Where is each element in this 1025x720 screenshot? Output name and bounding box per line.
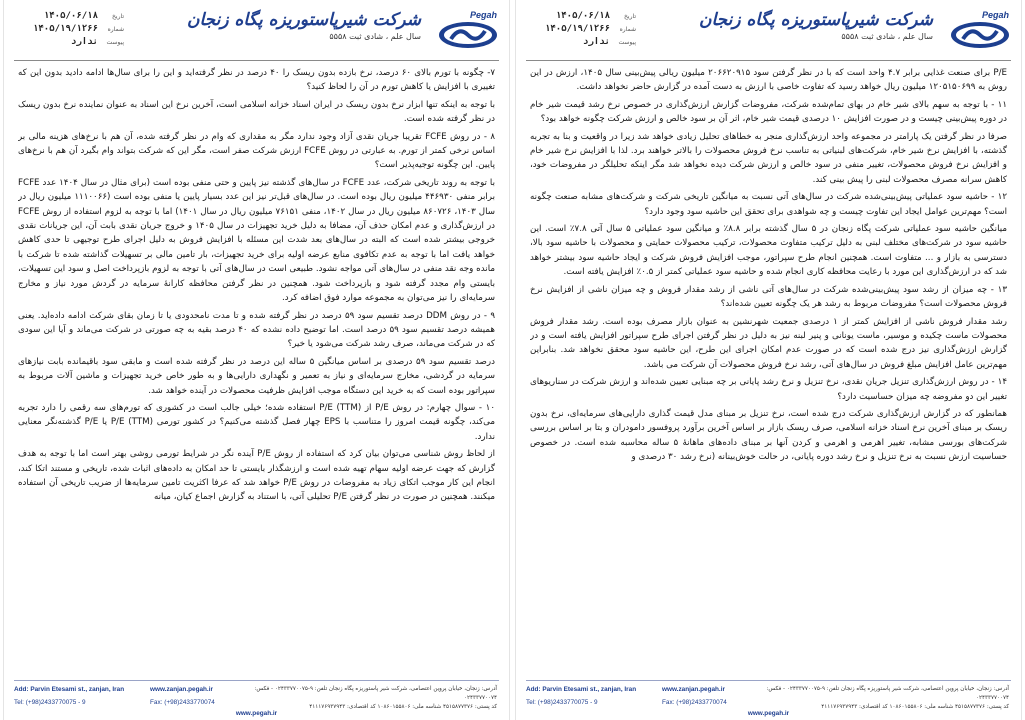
paragraph: ۱۰ - سوال چهارم: در روش P/E از P/E (TTM) استفاده شده؛ خیلی جالب است در کشوری که تورم‌های سه رقمی را دارد تجربه می‌کند، چگونه قیمت امروز را متناسب با EPS چهار فصل گذشته می‌کنیم؟ در کشور تورمی P/E (TTM) یا P/E گذشته‌نگر معنایی ندارد.: [18, 402, 495, 442]
paragraph: با توجه به اینکه تنها ابزار نرخ بدون ریسک در ایران اسناد خزانه اسلامی است، آخرین نرخ این اسناد به عنوان نماینده نرخ بدون ریسک در نظر گرفته شده است.: [18, 99, 495, 125]
letter-footer: [516, 680, 1021, 720]
letter-date: ۱۴۰۵/۰۶/۱۸: [43, 11, 98, 21]
letter-meta: [526, 10, 636, 49]
letterhead: [526, 6, 1011, 60]
paragraph: ۱۱ - با توجه به سهم بالای شیر خام در بهای تمام‌شده شرکت، مفروضات گزارش ارزش‌گذاری در خصوص نرخ رشد قیمت شیر خام در دوره پیش‌بینی چیست و در صورت افزایش ۱۰ درصدی قیمت شیر خام، اثر آن بر سود خالص و ارزش شرکت چگونه خواهد بود؟: [530, 99, 1007, 125]
paragraph: ۹ - در روش DDM درصد تقسیم سود ۵۹ درصد در نظر گرفته شده و تا مدت نامحدودی یا تا زمان بقای شرکت ادامه داده‌اید. یعنی همیشه درصد تقسیم سود ۵۹ درصد است. اما توضیح داده نشده که ۴۰ درصد بقیه به چه صورتی در شرکت می‌ماند و آیا این سودی که در شرکت می‌ماند، صرف رشد شرکت می‌شود یا خیر؟: [18, 310, 495, 350]
paragraph: میانگین حاشیه سود عملیاتی شرکت پگاه زنجان در ۵ سال گذشته برابر ۸.۸٪ و میانگین سود عملیاتی ۵ سال آتی ۷.۸٪ است. این حاشیه سود در شرکت‌های مختلف لبنی به دلیل ترکیب متفاوت محصولات، ترکیب محصولات حمایتی و محصولات با حاشیه سود بالا، دسترسی به بازار و ... متفاوت است. همچنین انجام طرح سپراتور، موجب افزایش فروش شرکت و ایجاد حاشیه سود بیشتر خواهد شد که در ارزش‌گذاری این مورد با رعایت محافظه کاری انجام شده و حاشیه سود عملیاتی کمتر از ۰.۵٪ افزایش یافته است.: [530, 224, 1007, 278]
document-page-right: [516, 0, 1021, 720]
footer-tel-en: Tel: (+98)2433770075 - 9: [526, 699, 598, 706]
footer-divider: [14, 680, 499, 681]
footer-address-line: آدرس: زنجان، خیابان پروین اعتصامی، شرکت شیر پاستوریزه پگاه زنجان تلفن: ۹-۰۲۴۳۳۷۷۰۰۷۵ - فکس: ۰۲۴۳۳۷۷۰۰۷۴: [254, 686, 497, 701]
footer-fax-en: Fax: (+98)2433770074: [662, 699, 727, 706]
footer-tel-en: Tel: (+98)2433770075 - 9: [14, 699, 86, 706]
footer-address-en: Add: Parvin Etesami st., zanjan, Iran: [14, 686, 125, 693]
paragraph: با توجه به روند تاریخی شرکت، عدد FCFE در سال‌های گذشته نیز پایین و حتی منفی بوده است (برای مثال در سال ۱۴۰۴ عدد FCFE برابر منفی ۴۴۶۹۳۰ میلیون ریال بوده است. در سال‌های قبل‌تر نیز این عدد بسیار پایین یا منفی بوده است (۱۱۱۰۰۶۶ میلیون ریال در سال ۱۴۰۳، ۸۶۰۷۲۶ میلیون ریال در سال ۱۴۰۲، منفی ۷۶۱۵۱ میلیون ریال در سال ۱۴۰۱) اما با توجه به لزوم استفاده از روش FCFE در ارزش‌گذاری و عدم امکان حذف آن، مضافا به دلیل خرید تجهیزات در سال ۱۴۰۵ و خروج جریان نقدی بابت آن، این جریانات نقدی خروجی بیشتر شده است که البته در سال‌های بعد شدت این مسئله با افزایش فروش به دلیل اجرای طرح توجیهی تا حدی کاهش خواهد یافت اما با توجه به عدم تکافوی منابع عرضه اولیه برای خرید تجهیزات، بار تامین مالی بر تسهیلات گذاشته شده تا شرکت با مانده وجه نقد منفی در سال‌های آتی مواجه نشود. طبیعی است در سال‌های آتی با توجه به لزوم بازپرداخت اصل و سود این تسهیلات، بایستی وام مجدد گرفته شود و بازپرداخت شود. همچنین در نظر گرفتن محافظه کارانهٔ سرمایه در گردش مورد نیاز و مخارج سرمایه‌ای را نیز می‌توان به مجموعه موارد فوق اضافه کرد.: [18, 177, 495, 304]
letter-attachment: ندارد: [70, 37, 98, 47]
number-label: شماره: [107, 26, 124, 33]
paragraph: همانطور که در گزارش ارزش‌گذاری شرکت درج شده است، نرخ تنزیل بر مبنای مدل قیمت گذاری دارایی‌های سرمایه‌ای، نرخ بدون ریسک بر مبنای آخرین نرخ اسناد خزانه اسلامی، صرف ریسک بازار بر اساس آخرین برآورد پروفسور دامودران و بتا بر اساس بررسی شرکت‌های بورسی مشابه، تغییر اهرمی و اهرمی و کردن آنها بر مبنای داده‌های ماهانهٔ ۵ ساله محاسبه شده است. در خصوص حساسیت ارزش نسبت به نرخ تنزیل و نرخ رشد دوره پایانی، در حالت خوش‌بینانه (نرخ رشد ۳۰ درصدی و: [530, 408, 1007, 463]
paragraph: ۱۴ - در روش ارزش‌گذاری تنزیل جریان نقدی، نرخ تنزیل و نرخ رشد پایانی بر چه مبنایی تعیین شده‌اند و ارزش شرکت در سناریوهای تغییر این دو مفروضه چه میزان حساسیت دارد؟: [530, 377, 1007, 402]
paragraph: صرفا در نظر گرفتن یک پارامتر در مجموعه واحد ارزش‌گذاری منجر به خطاهای تحلیل زیادی خواهد شد زیرا در واقعیت و بنا به تجربه گذشته، با افزایش نرخ شیر خام، شرکت‌های لبنیاتی به تناسب نرخ فروش محصولات را بالاتر خواهند برد. لذا با افزایش نرخ شیر خام و افزایش نرخ فروش محصولات، تغییر منفی در سود خالص و ارزش شرکت دیده نخواهد شد مگر اینکه تحلیلگر در مفروضات خود، کاهش سرانه مصرف محصولات لبنی را پیش بینی کند.: [530, 131, 1007, 185]
letter-number: ۱۴۰۵/۱۹/۱۲۶۶: [544, 24, 610, 34]
paragraph: ۷- چگونه با تورم بالای ۶۰ درصد، نرخ بازده بدون ریسک را ۴۰ درصد در نظر گرفته‌اید و این را برای سال‌ها ادامه دادید بدون این که تغییری با افزایش یا کاهش تورم در آن را لحاظ کنید؟: [18, 68, 495, 93]
logo-wordmark: Pegah: [981, 10, 1009, 20]
header-divider: [14, 60, 499, 61]
footer-register-line: کد پستی: ۴۵۱۵۸۷۷۳۷۶ شناسه ملی: ۱۰۸۶۰۱۵۵۸۰۶ کد اقتصادی: ۴۱۱۱۷۶۹۳۷۹۴۳: [821, 704, 1009, 710]
footer-address-fa: [744, 685, 1009, 712]
company-name: شرکت شیرپاستوریزه پگاه زنجان: [699, 10, 933, 30]
letter-attachment: ندارد: [582, 37, 610, 47]
footer-fax-en: Fax: (+98)2433770074: [150, 699, 215, 706]
paragraph: P/E برای صنعت غذایی برابر ۴.۷ واحد است که با در نظر گرفتن سود ۲۰۶۶۲۰۹۱۵ میلیون ریالی پیش‌بینی سال ۱۴۰۵، ارزش در این روش به ۱۲۰۵۱۵۰۶۹۹ میلیون ریال خواهد رسید که تفاوت خاصی با ارزش به دست آمده در گزارش حاضر نخواهد داشت.: [530, 68, 1007, 93]
paragraph: درصد تقسیم سود ۵۹ درصدی بر اساس میانگین ۵ ساله این درصد در نظر گرفته شده است و مابقی سود باقیمانده بابت نیازهای سرمایه در گردشی، مخارج سرمایه‌ای و نیاز به تعمیر و نگهداری دارایی‌ها و به طور خاص خرید تجهیزات و ماشین آلات مربوط به سپراتور بوده است که به خرید این دستگاه موجب افزایش ظرفیت محصولات در آینده خواهد شد.: [18, 356, 495, 396]
pegah-logo-icon: [437, 20, 499, 50]
company-slogan: سال علم ، شادی ثبت ۵۵۵۸: [841, 32, 933, 41]
footer-web-en: www.zanjan.pegah.ir: [662, 686, 725, 693]
number-label: شماره: [619, 26, 636, 33]
attachment-label: پیوست: [106, 39, 124, 46]
footer-address-line: آدرس: زنجان، خیابان پروین اعتصامی، شرکت شیر پاستوریزه پگاه زنجان تلفن: ۹-۰۲۴۳۳۷۷۰۰۷۵ - فکس: ۰۲۴۳۳۷۷۰۰۷۴: [766, 686, 1009, 701]
pegah-logo-icon: [949, 20, 1011, 50]
letter-number: ۱۴۰۵/۱۹/۱۲۶۶: [32, 24, 98, 34]
letter-meta: [14, 10, 124, 49]
paragraph: ۱۲ - حاشیه سود عملیاتی پیش‌بینی‌شده شرکت در سال‌های آتی نسبت به میانگین تاریخی شرکت و شرکت‌های مشابه صنعت چگونه است؟ مهم‌ترین عوامل ایجاد این تفاوت چیست و چه شواهدی برای تحقق این حاشیه سود وجود دارد؟: [530, 192, 1007, 217]
pegah-logo: [947, 10, 1011, 52]
date-label: تاریخ: [624, 13, 636, 20]
footer-website: www.pegah.ir: [235, 710, 278, 717]
logo-wordmark: Pegah: [469, 10, 497, 20]
document-page-left: [4, 0, 509, 720]
paragraph: رشد مقدار فروش ناشی از افزایش کمتر از ۱ درصدی جمعیت شهرنشین به عنوان بازار مصرف بوده است. رشد مقدار فروش محصولات ماست چکیده و موسیر، ماست یونانی و پنیر لبنه نیز به دلیل در نظر گرفتن اجرای طرح سپراتور افزایش یافته است و در گزارش ارزش‌گذاری نیز درج شده است که در صورت عدم امکان اجرای این طرح، این حاشیه سود محقق نخواهد شد. بنابراین مهم‌ترین عامل افزایش مبلغ فروش در سال‌های آتی، رشد نرخ فروش محصولات آن شرکت می باشد.: [530, 316, 1007, 370]
date-label: تاریخ: [112, 13, 124, 20]
pegah-logo: [435, 10, 499, 52]
company-name: شرکت شیرپاستوریزه پگاه زنجان: [187, 10, 421, 30]
page-body: [18, 66, 495, 678]
header-divider: [526, 60, 1011, 61]
footer-website: www.pegah.ir: [747, 710, 790, 717]
company-slogan: سال علم ، شادی ثبت ۵۵۵۸: [329, 32, 421, 41]
letterhead: [14, 6, 499, 60]
letter-date: ۱۴۰۵/۰۶/۱۸: [555, 11, 610, 21]
attachment-label: پیوست: [618, 39, 636, 46]
paragraph: از لحاظ روش شناسی می‌توان بیان کرد که استفاده از روش P/E آینده نگر در شرایط تورمی روشی بهتر است اما با توجه به هدف گزارش که جهت عرضه اولیه سهام تهیه شده است و ارزشگذار بایستی تا حد امکان به داده‌های اثبات شده، تاریخی و مستند اتکا کند، انجام این کار موجب اتکای زیاد به مفروضات در روش P/E خواهد شد که عرفا اکثریت تامین سرمایه‌ها از ضریب تاریخی آن استفاده میکنند. همچنین در صورت در نظر گرفتن P/E تحلیلی آتی، با استناد به گزارش اجماع کیان، میانه: [18, 449, 495, 503]
footer-address-fa: [232, 685, 497, 712]
company-block: [699, 10, 933, 41]
footer-divider: [526, 680, 1011, 681]
footer-web-en: www.zanjan.pegah.ir: [150, 686, 213, 693]
footer-register-line: کد پستی: ۴۵۱۵۸۷۷۳۷۶ شناسه ملی: ۱۰۸۶۰۱۵۵۸۰۶ کد اقتصادی: ۴۱۱۱۷۶۹۳۷۹۴۳: [309, 704, 497, 710]
company-block: [187, 10, 421, 41]
letter-footer: [4, 680, 509, 720]
paragraph: ۸ - در روش FCFE تقریبا جریان نقدی آزاد وجود ندارد مگر به مقداری که وام در نظر گرفته شده، آن هم با نرخ‌های هزینه مالی بر اساس نرخی کمتر از تورم. به عبارتی در روش FCFE ارزش شرکت صفر است، مگر این که شرکت بتواند وام بگیرد آن هم با نرخ‌های پایین. این چگونه توجیه‌پذیر است؟: [18, 131, 495, 171]
page-body: [530, 66, 1007, 678]
footer-address-en: Add: Parvin Etesami st., zanjan, Iran: [526, 686, 637, 693]
paragraph: ۱۳ - چه میزان از رشد سود پیش‌بینی‌شده شرکت در سال‌های آتی ناشی از رشد مقدار فروش و چه میزان ناشی از افزایش نرخ فروش محصولات است؟ مفروضات مربوط به رشد هر یک چگونه تعیین شده‌اند؟: [530, 284, 1007, 310]
